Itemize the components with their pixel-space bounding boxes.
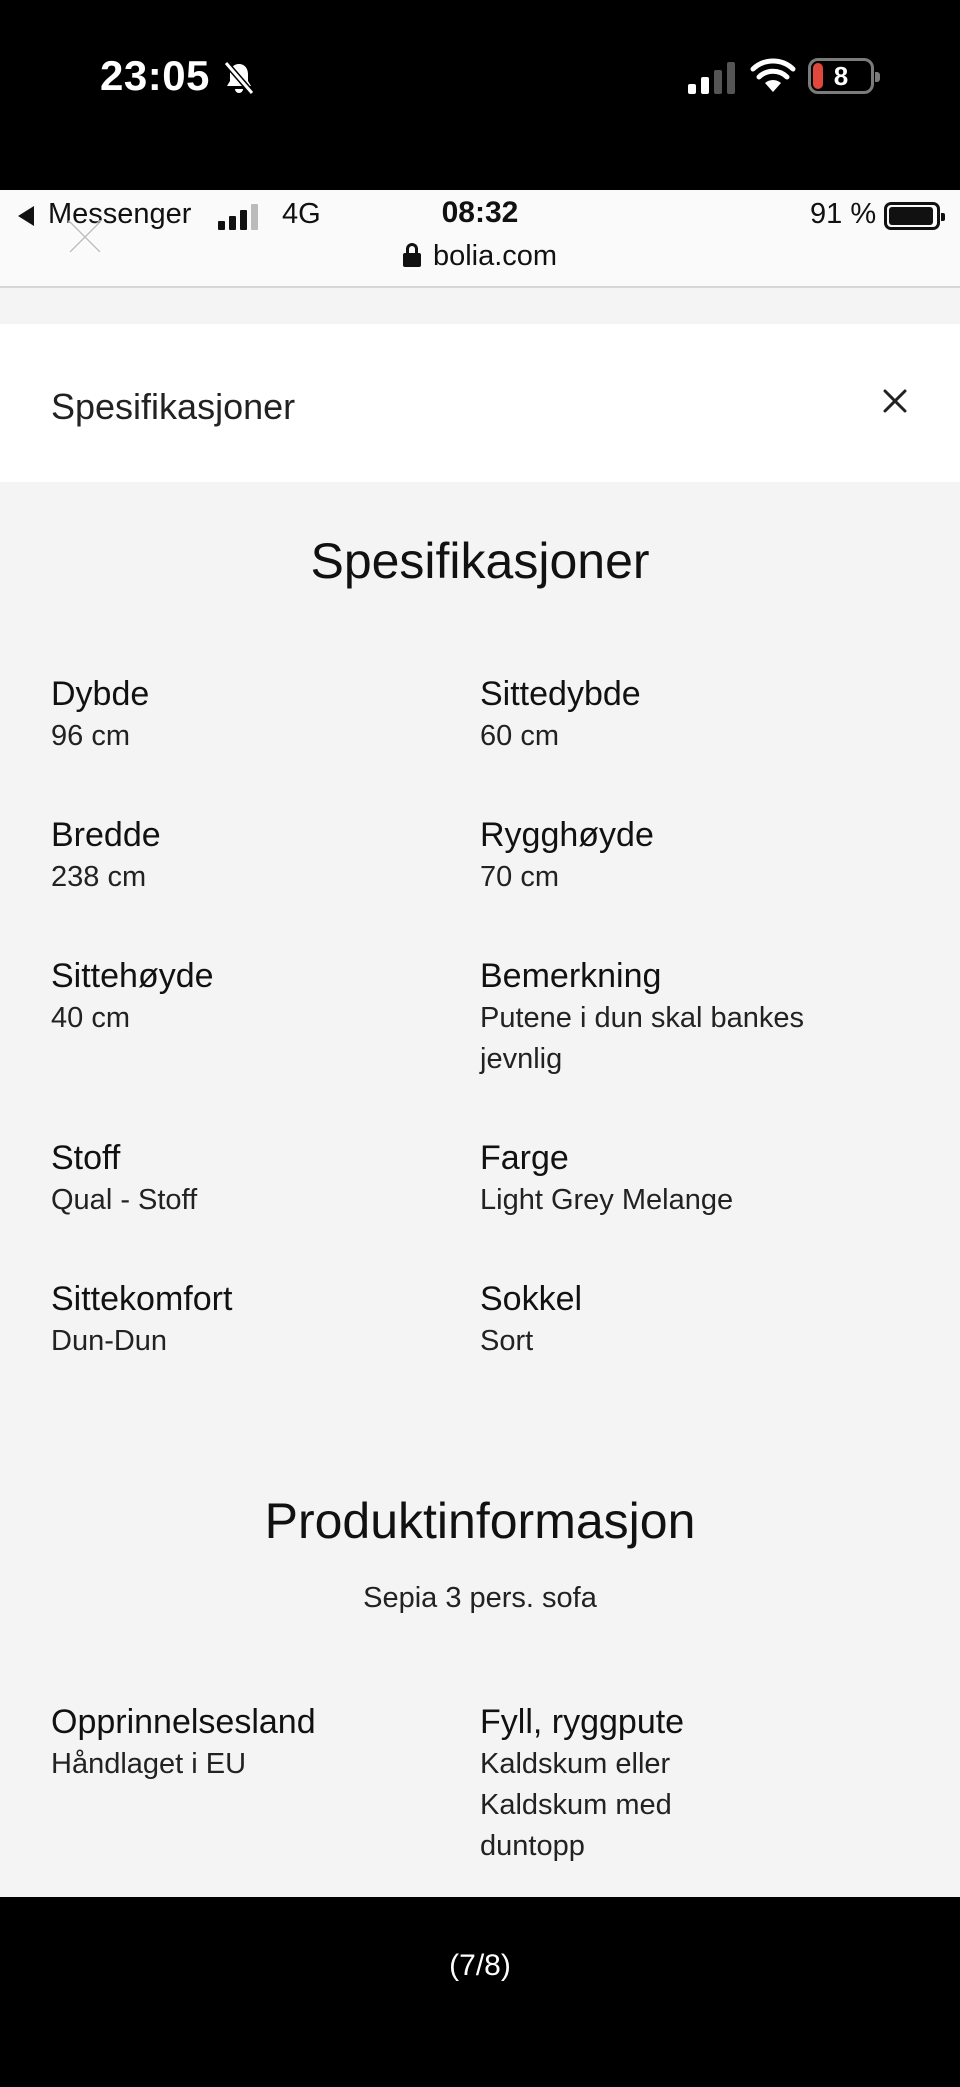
battery-level: 8 (833, 61, 849, 91)
lock-icon (403, 243, 421, 267)
spec-farge (480, 1136, 900, 1221)
panel-header (0, 324, 960, 482)
spec-label: Rygghøyde (480, 816, 654, 854)
spec-sokkel (480, 1277, 900, 1362)
spec-value: Putene i dun skal bankes (480, 1002, 805, 1034)
panel-title: Spesifikasjoner (51, 386, 296, 427)
spec-value: Sort (480, 1325, 534, 1357)
spec-fyll-ryggpute (480, 1700, 900, 1867)
battery-icon (884, 202, 940, 230)
battery-percentage: 91 % (810, 198, 877, 230)
spec-stoff (51, 1136, 471, 1221)
phone-clock: 23:05 (100, 52, 210, 99)
spec-value-cont: Kaldskum med (480, 1789, 672, 1821)
spec-opprinnelsesland (51, 1700, 471, 1785)
spec-value: 96 cm (51, 720, 130, 752)
spec-label: Sittehøyde (51, 957, 214, 995)
image-viewer-footer (0, 1897, 960, 2087)
spec-label: Farge (480, 1139, 569, 1177)
url-text: bolia.com (432, 240, 558, 272)
spec-dybde (51, 672, 471, 757)
back-to-app-link[interactable]: Messenger (48, 198, 192, 230)
close-icon (64, 216, 106, 258)
wifi-icon (750, 58, 796, 94)
spec-value-cont: duntopp (480, 1830, 585, 1862)
spec-value: 238 cm (51, 861, 147, 893)
spec-sittekomfort (51, 1277, 471, 1362)
browser-clock: 08:32 (441, 196, 519, 229)
spec-label: Opprinnelsesland (51, 1703, 316, 1741)
spec-value: 40 cm (51, 1002, 130, 1034)
cellular-signal-icon (688, 62, 736, 94)
spec-value: Light Grey Melange (480, 1184, 734, 1216)
spec-bredde (51, 813, 471, 898)
spec-sittedybde (480, 672, 900, 757)
spec-label: Stoff (51, 1139, 121, 1177)
close-icon[interactable] (882, 388, 908, 414)
spec-value: Kaldskum eller (480, 1748, 671, 1780)
spec-bemerkning (480, 954, 900, 1080)
bell-muted-icon (222, 60, 256, 96)
spec-label: Dybde (51, 675, 150, 713)
spec-label: Bemerkning (480, 957, 662, 995)
phone-status-bar (0, 0, 960, 190)
spec-value: Håndlaget i EU (51, 1748, 247, 1780)
battery-icon (808, 58, 874, 94)
spec-label: Sittedybde (480, 675, 641, 713)
spec-label: Sokkel (480, 1280, 583, 1318)
browser-status-bar (0, 190, 960, 288)
network-type: 4G (282, 198, 321, 230)
image-pager: (7/8) (449, 1949, 511, 1982)
spec-label: Fyll, ryggpute (480, 1703, 685, 1741)
url-bar[interactable] (0, 240, 960, 273)
spec-value-cont: jevnlig (480, 1043, 563, 1075)
specs-heading: Spesifikasjoner (310, 533, 650, 589)
spec-label: Bredde (51, 816, 161, 854)
spec-value: Qual - Stoff (51, 1184, 198, 1216)
spec-rygghoyde (480, 813, 900, 898)
spec-value: 70 cm (480, 861, 559, 893)
spec-sittehoyde (51, 954, 471, 1039)
embedded-screenshot (0, 190, 960, 1897)
product-name: Sepia 3 pers. sofa (363, 1582, 597, 1614)
spec-value: Dun-Dun (51, 1325, 168, 1357)
spec-label: Sittekomfort (51, 1280, 233, 1318)
spec-value: 60 cm (480, 720, 559, 752)
product-info-heading: Produktinformasjon (264, 1493, 696, 1549)
